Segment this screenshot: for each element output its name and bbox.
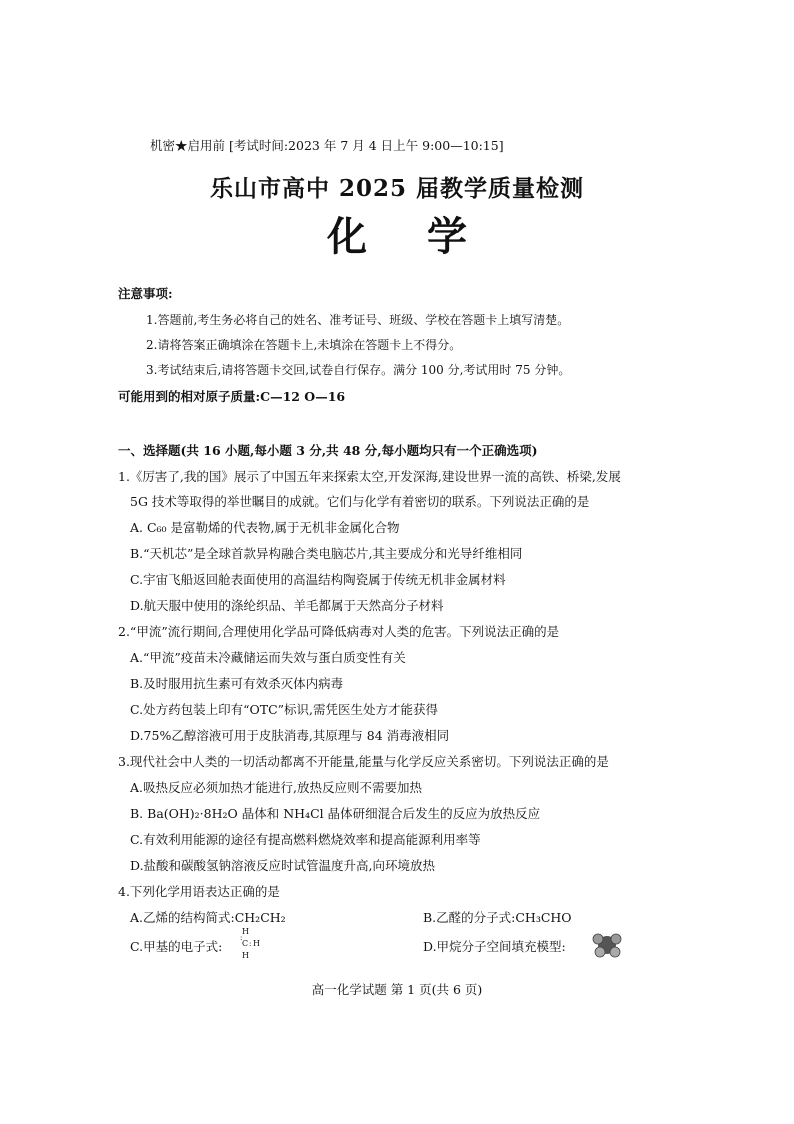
electron-h-top: H (242, 927, 249, 936)
question-1-option-b: B.“天机芯”是全球首款异构融合类电脑芯片,其主要成分和光导纤维相同 (130, 546, 523, 561)
question-4-option-a: A.乙烯的结构简式:CH₂CH₂ (130, 910, 286, 925)
notes-heading: 注意事项: (118, 286, 173, 301)
atomic-mass-line: 可能用到的相对原子质量:C—12 O—16 (118, 389, 346, 404)
question-1-stem: 1.《厉害了,我的国》展示了中国五年来探索太空,开发深海,建设世界一流的高铁、桥梁,发展 (118, 469, 621, 484)
question-3-stem: 3.现代社会中人类的一切活动都离不开能量,能量与化学反应关系密切。下列说法正确的是 (118, 754, 609, 769)
question-2-stem: 2.“甲流”流行期间,合理使用化学品可降低病毒对人类的危害。下列说法正确的是 (118, 624, 560, 639)
electron-dots: : (249, 940, 252, 948)
question-4-option-c: C.甲基的电子式: (130, 939, 223, 954)
question-3-option-b: B. Ba(OH)₂·8H₂O 晶体和 NH₄Cl 晶体研细混合后发生的反应为放热反应 (130, 806, 541, 821)
electron-dots: : (240, 934, 242, 942)
note-item: 1.答题前,考生务必将自己的姓名、准考证号、班级、学校在答题卡上填写清楚。 (146, 313, 570, 327)
question-2-option-c: C.处方药包装上印有“OTC”标识,需凭医生处方才能获得 (130, 702, 438, 717)
question-1-option-c: C.宇宙飞船返回舱表面使用的高温结构陶瓷属于传统无机非金属材料 (130, 572, 506, 587)
question-3-option-c: C.有效利用能源的途径有提高燃料燃烧效率和提高能源利用率等 (130, 832, 481, 847)
question-1-option-d: D.航天服中使用的涤纶织品、羊毛都属于天然高分子材料 (130, 598, 444, 613)
note-item: 2.请将答案正确填涂在答题卡上,未填涂在答题卡上不得分。 (146, 338, 462, 352)
electron-h-right: H (253, 939, 260, 948)
exam-title: 乐山市高中 2025 届教学质量检测 (209, 175, 585, 202)
question-2-option-b: B.及时服用抗生素可有效杀灭体内病毒 (130, 676, 344, 691)
subject-title: 化学 (327, 213, 527, 260)
note-item: 3.考试结束后,请将答题卡交回,试卷自行保存。满分 100 分,考试用时 75 分钟。 (146, 363, 571, 377)
question-4-stem: 4.下列化学用语表达正确的是 (118, 884, 280, 899)
question-1-stem-cont: 5G 技术等取得的举世瞩目的成就。它们与化学有着密切的联系。下列说法正确的是 (130, 494, 590, 509)
question-4-option-d: D.甲烷分子空间填充模型: (423, 939, 566, 954)
question-1-option-a: A. C₆₀ 是富勒烯的代表物,属于无机非金属化合物 (130, 520, 400, 535)
methyl-electron-formula (240, 928, 270, 964)
question-3-option-d: D.盐酸和碳酸氢钠溶液反应时试管温度升高,向环境放热 (130, 858, 436, 873)
methane-model-icon (590, 930, 624, 958)
question-2-option-d: D.75%乙醇溶液可用于皮肤消毒,其原理与 84 消毒液相同 (130, 728, 450, 743)
question-2-option-a: A.“甲流”疫苗未冷藏储运而失效与蛋白质变性有关 (130, 650, 406, 665)
electron-c-center: C (242, 939, 249, 948)
confidential-header: 机密★启用前 [考试时间:2023 年 7 月 4 日上午 9:00—10:15] (150, 138, 504, 153)
electron-h-bottom: H (242, 951, 249, 960)
section-heading: 一、选择题(共 16 小题,每小题 3 分,共 48 分,每小题均只有一个正确选项) (118, 443, 538, 458)
page-footer: 高一化学试题 第 1 页(共 6 页) (311, 982, 483, 997)
question-3-option-a: A.吸热反应必须加热才能进行,放热反应则不需要加热 (130, 780, 422, 795)
question-4-option-b: B.乙醛的分子式:CH₃CHO (423, 910, 572, 925)
